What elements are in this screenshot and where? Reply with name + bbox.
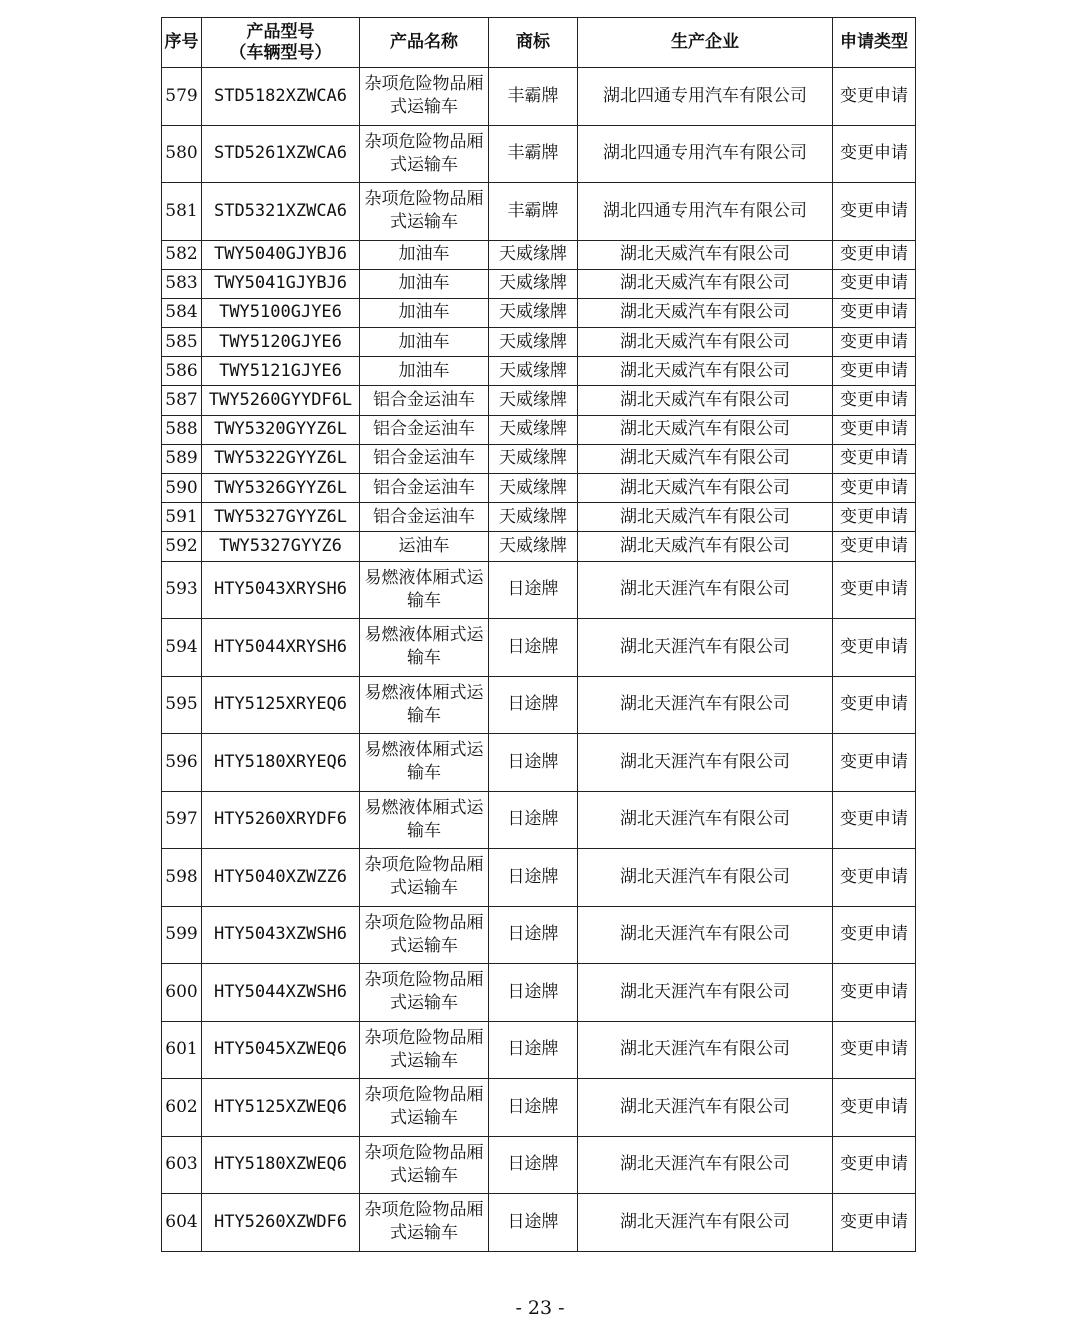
row-maker: 湖北天涯汽车有限公司: [578, 561, 833, 619]
row-model: HTY5040XZWZZ6: [202, 849, 360, 907]
row-maker: 湖北天威汽车有限公司: [578, 298, 833, 327]
row-product-name: 易燃液体厢式运输车: [360, 791, 489, 849]
row-maker: 湖北天威汽车有限公司: [578, 532, 833, 561]
row-index: 582: [162, 240, 202, 269]
row-brand: 日途牌: [489, 791, 578, 849]
row-brand: 天威缘牌: [489, 386, 578, 415]
header-model-line2: （车辆型号）: [229, 42, 332, 63]
row-product-name: 易燃液体厢式运输车: [360, 561, 489, 619]
row-product-name: 杂项危险物品厢式运输车: [360, 1136, 489, 1194]
row-maker: 湖北天涯汽车有限公司: [578, 734, 833, 792]
row-product-name: 铝合金运油车: [360, 386, 489, 415]
row-application-type: 变更申请: [833, 298, 916, 327]
table-row: [162, 298, 916, 327]
row-model: HTY5125XRYEQ6: [202, 676, 360, 734]
row-model: HTY5043XZWSH6: [202, 906, 360, 964]
row-index: 593: [162, 561, 202, 619]
row-brand: 日途牌: [489, 734, 578, 792]
row-maker: 湖北天威汽车有限公司: [578, 415, 833, 444]
row-application-type: 变更申请: [833, 357, 916, 386]
row-brand: 天威缘牌: [489, 503, 578, 532]
row-brand: 丰霸牌: [489, 183, 578, 241]
table-row: [162, 1021, 916, 1079]
row-index: 583: [162, 269, 202, 298]
table-row: [162, 474, 916, 503]
table-row: [162, 906, 916, 964]
row-brand: 天威缘牌: [489, 240, 578, 269]
table-row: [162, 964, 916, 1022]
row-product-name: 铝合金运油车: [360, 503, 489, 532]
row-index: 588: [162, 415, 202, 444]
row-index: 604: [162, 1194, 202, 1252]
row-product-name: 铝合金运油车: [360, 474, 489, 503]
row-maker: 湖北天涯汽车有限公司: [578, 619, 833, 677]
row-model: HTY5044XZWSH6: [202, 964, 360, 1022]
row-product-name: 易燃液体厢式运输车: [360, 734, 489, 792]
row-brand: 天威缘牌: [489, 415, 578, 444]
table-row: [162, 328, 916, 357]
row-index: 598: [162, 849, 202, 907]
row-application-type: 变更申请: [833, 849, 916, 907]
row-index: 580: [162, 125, 202, 183]
row-maker: 湖北天威汽车有限公司: [578, 328, 833, 357]
row-application-type: 变更申请: [833, 474, 916, 503]
row-application-type: 变更申请: [833, 68, 916, 126]
row-index: 590: [162, 474, 202, 503]
row-index: 585: [162, 328, 202, 357]
row-maker: 湖北天涯汽车有限公司: [578, 1136, 833, 1194]
row-product-name: 加油车: [360, 328, 489, 357]
table-row: [162, 532, 916, 561]
page-number: - 23 -: [515, 1297, 565, 1319]
row-application-type: 变更申请: [833, 183, 916, 241]
row-index: 600: [162, 964, 202, 1022]
row-product-name: 铝合金运油车: [360, 415, 489, 444]
row-model: STD5182XZWCA6: [202, 68, 360, 126]
row-application-type: 变更申请: [833, 532, 916, 561]
row-index: 584: [162, 298, 202, 327]
row-maker: 湖北天涯汽车有限公司: [578, 791, 833, 849]
table-row: [162, 183, 916, 241]
row-brand: 日途牌: [489, 676, 578, 734]
header-model-line1: 产品型号: [246, 21, 315, 42]
row-maker: 湖北天威汽车有限公司: [578, 240, 833, 269]
row-brand: 天威缘牌: [489, 328, 578, 357]
row-product-name: 加油车: [360, 357, 489, 386]
row-index: 586: [162, 357, 202, 386]
row-brand: 丰霸牌: [489, 125, 578, 183]
table-row: [162, 68, 916, 126]
row-model: TWY5327GYYZ6: [202, 532, 360, 561]
row-brand: 天威缘牌: [489, 444, 578, 473]
row-product-name: 易燃液体厢式运输车: [360, 676, 489, 734]
row-model: TWY5100GJYE6: [202, 298, 360, 327]
row-index: 601: [162, 1021, 202, 1079]
row-brand: 日途牌: [489, 561, 578, 619]
row-application-type: 变更申请: [833, 240, 916, 269]
table-row: [162, 791, 916, 849]
row-application-type: 变更申请: [833, 964, 916, 1022]
row-maker: 湖北天涯汽车有限公司: [578, 906, 833, 964]
row-maker: 湖北四通专用汽车有限公司: [578, 68, 833, 126]
row-brand: 丰霸牌: [489, 68, 578, 126]
row-product-name: 加油车: [360, 298, 489, 327]
row-model: TWY5322GYYZ6L: [202, 444, 360, 473]
product-table: [161, 17, 916, 1252]
row-model: TWY5260GYYDF6L: [202, 386, 360, 415]
table-row: [162, 1079, 916, 1137]
table-body: [162, 68, 916, 1252]
header-model: [202, 18, 360, 68]
row-index: 592: [162, 532, 202, 561]
table-row: [162, 357, 916, 386]
row-model: HTY5180XRYEQ6: [202, 734, 360, 792]
row-product-name: 杂项危险物品厢式运输车: [360, 849, 489, 907]
row-index: 599: [162, 906, 202, 964]
row-maker: 湖北天威汽车有限公司: [578, 503, 833, 532]
header-maker: 生产企业: [578, 18, 833, 68]
table-row: [162, 444, 916, 473]
row-product-name: 易燃液体厢式运输车: [360, 619, 489, 677]
row-index: 589: [162, 444, 202, 473]
row-product-name: 杂项危险物品厢式运输车: [360, 964, 489, 1022]
row-product-name: 加油车: [360, 269, 489, 298]
table-row: [162, 676, 916, 734]
row-index: 587: [162, 386, 202, 415]
row-index: 581: [162, 183, 202, 241]
row-model: TWY5041GJYBJ6: [202, 269, 360, 298]
table-row: [162, 1194, 916, 1252]
row-model: TWY5120GJYE6: [202, 328, 360, 357]
row-application-type: 变更申请: [833, 676, 916, 734]
row-maker: 湖北天涯汽车有限公司: [578, 1194, 833, 1252]
row-model: HTY5260XRYDF6: [202, 791, 360, 849]
row-brand: 日途牌: [489, 1136, 578, 1194]
row-application-type: 变更申请: [833, 328, 916, 357]
row-maker: 湖北天涯汽车有限公司: [578, 1021, 833, 1079]
row-model: STD5261XZWCA6: [202, 125, 360, 183]
row-index: 594: [162, 619, 202, 677]
row-application-type: 变更申请: [833, 1194, 916, 1252]
row-maker: 湖北天涯汽车有限公司: [578, 1079, 833, 1137]
row-application-type: 变更申请: [833, 386, 916, 415]
row-brand: 天威缘牌: [489, 298, 578, 327]
row-application-type: 变更申请: [833, 734, 916, 792]
header-name: 产品名称: [360, 18, 489, 68]
table-row: [162, 734, 916, 792]
row-product-name: 运油车: [360, 532, 489, 561]
row-product-name: 杂项危险物品厢式运输车: [360, 1079, 489, 1137]
row-model: HTY5180XZWEQ6: [202, 1136, 360, 1194]
row-application-type: 变更申请: [833, 125, 916, 183]
row-index: 595: [162, 676, 202, 734]
table-row: [162, 240, 916, 269]
row-product-name: 杂项危险物品厢式运输车: [360, 125, 489, 183]
row-product-name: 铝合金运油车: [360, 444, 489, 473]
row-index: 603: [162, 1136, 202, 1194]
table-row: [162, 1136, 916, 1194]
row-maker: 湖北天威汽车有限公司: [578, 269, 833, 298]
row-product-name: 杂项危险物品厢式运输车: [360, 1194, 489, 1252]
row-model: HTY5045XZWEQ6: [202, 1021, 360, 1079]
row-model: TWY5320GYYZ6L: [202, 415, 360, 444]
row-brand: 日途牌: [489, 906, 578, 964]
row-application-type: 变更申请: [833, 1079, 916, 1137]
table-row: [162, 269, 916, 298]
header-index: 序号: [162, 18, 202, 68]
table-row: [162, 415, 916, 444]
row-product-name: 杂项危险物品厢式运输车: [360, 906, 489, 964]
table-header-row: [162, 18, 916, 68]
row-brand: 日途牌: [489, 619, 578, 677]
table-row: [162, 503, 916, 532]
row-brand: 天威缘牌: [489, 269, 578, 298]
row-application-type: 变更申请: [833, 1021, 916, 1079]
row-application-type: 变更申请: [833, 906, 916, 964]
table-row: [162, 619, 916, 677]
row-index: 579: [162, 68, 202, 126]
row-brand: 日途牌: [489, 964, 578, 1022]
row-model: HTY5043XRYSH6: [202, 561, 360, 619]
table-row: [162, 125, 916, 183]
row-application-type: 变更申请: [833, 1136, 916, 1194]
table-row: [162, 849, 916, 907]
row-application-type: 变更申请: [833, 444, 916, 473]
row-application-type: 变更申请: [833, 269, 916, 298]
row-application-type: 变更申请: [833, 791, 916, 849]
row-model: TWY5121GJYE6: [202, 357, 360, 386]
row-brand: 天威缘牌: [489, 532, 578, 561]
row-model: TWY5040GJYBJ6: [202, 240, 360, 269]
row-model: HTY5125XZWEQ6: [202, 1079, 360, 1137]
row-maker: 湖北天涯汽车有限公司: [578, 849, 833, 907]
row-product-name: 杂项危险物品厢式运输车: [360, 68, 489, 126]
row-model: HTY5260XZWDF6: [202, 1194, 360, 1252]
row-index: 596: [162, 734, 202, 792]
row-maker: 湖北天威汽车有限公司: [578, 474, 833, 503]
row-brand: 天威缘牌: [489, 474, 578, 503]
row-index: 602: [162, 1079, 202, 1137]
row-brand: 日途牌: [489, 849, 578, 907]
row-brand: 天威缘牌: [489, 357, 578, 386]
row-application-type: 变更申请: [833, 619, 916, 677]
row-application-type: 变更申请: [833, 503, 916, 532]
row-model: HTY5044XRYSH6: [202, 619, 360, 677]
header-type: 申请类型: [833, 18, 916, 68]
row-maker: 湖北四通专用汽车有限公司: [578, 125, 833, 183]
row-index: 591: [162, 503, 202, 532]
row-model: STD5321XZWCA6: [202, 183, 360, 241]
row-product-name: 杂项危险物品厢式运输车: [360, 1021, 489, 1079]
row-maker: 湖北天涯汽车有限公司: [578, 676, 833, 734]
row-model: TWY5326GYYZ6L: [202, 474, 360, 503]
header-brand: 商标: [489, 18, 578, 68]
row-maker: 湖北天威汽车有限公司: [578, 444, 833, 473]
row-brand: 日途牌: [489, 1021, 578, 1079]
row-brand: 日途牌: [489, 1194, 578, 1252]
row-index: 597: [162, 791, 202, 849]
row-maker: 湖北天涯汽车有限公司: [578, 964, 833, 1022]
row-maker: 湖北天威汽车有限公司: [578, 357, 833, 386]
table-row: [162, 561, 916, 619]
row-maker: 湖北天威汽车有限公司: [578, 386, 833, 415]
row-application-type: 变更申请: [833, 561, 916, 619]
row-product-name: 杂项危险物品厢式运输车: [360, 183, 489, 241]
row-model: TWY5327GYYZ6L: [202, 503, 360, 532]
row-brand: 日途牌: [489, 1079, 578, 1137]
row-maker: 湖北四通专用汽车有限公司: [578, 183, 833, 241]
row-product-name: 加油车: [360, 240, 489, 269]
row-application-type: 变更申请: [833, 415, 916, 444]
table-row: [162, 386, 916, 415]
